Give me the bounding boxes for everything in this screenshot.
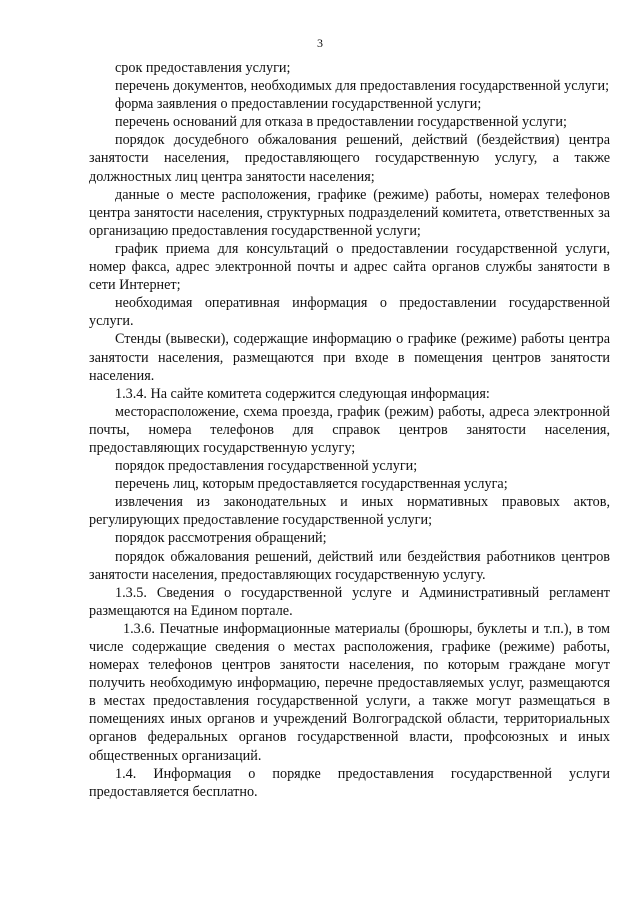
section-paragraph: 1.3.6. Печатные информационные материалы (брошюры, буклеты и т.п.), в том числе содержащие сведения о местах расположения, графике (режиме) работы, номерах телефонов центров занятости населения, по которым граждане могут получить необходимую информацию, перечне предоставляемых услуг, размещаются в местах предоставления государственной услуги, а также могут размещаться в помещениях иных органов и учреждений Волгоградской области, территориальных органов федеральных органов государственной власти, профсоюзных и иных общественных организаций. — [89, 620, 610, 764]
paragraph: перечень оснований для отказа в предоставлении государственной услуги; — [115, 114, 567, 131]
paragraph: Стенды (вывески), содержащие информацию о графике (режиме) работы центра занятости населения, размещаются при входе в помещения центров занятости населения. — [89, 331, 610, 384]
paragraph: срок предоставления услуги; — [115, 60, 291, 76]
paragraph: данные о месте расположения, графике (режиме) работы, номерах телефонов центра занятости населения, структурных подразделений комитета, ответственных за организацию предоставления государственной услуги; — [89, 186, 610, 239]
page-number: 3 — [317, 36, 323, 50]
paragraph: порядок досудебного обжалования решений, действий (бездействия) центра занятости населения, предоставляющего государственную услугу, а также должностных лиц центра занятости населения; — [89, 132, 610, 185]
paragraph: перечень лиц, которым предоставляется государственная услуга; — [115, 476, 508, 493]
paragraph: месторасположение, схема проезда, график (режим) работы, адреса электронной почты, номера телефонов для справок центров занятости населения, предоставляющих государственную услугу; — [89, 403, 610, 456]
paragraph: перечень документов, необходимых для предоставления государственной услуги; — [115, 78, 610, 95]
paragraph: извлечения из законодательных и иных нормативных правовых актов, регулирующих предоставление государственной услуги; — [89, 494, 610, 529]
section-paragraph: 1.3.5. Сведения о государственной услуге и Административный регламент размещаются на Едином портале. — [89, 584, 610, 619]
paragraph: необходимая оперативная информация о предоставлении государственной услуги. — [89, 295, 610, 330]
document-body — [89, 59, 610, 801]
paragraph: порядок обжалования решений, действий или бездействия работников центров занятости населения, предоставляющих государственную услугу. — [89, 548, 610, 583]
paragraph: порядок предоставления государственной услуги; — [115, 458, 418, 475]
paragraph: порядок рассмотрения обращений; — [115, 530, 327, 547]
section-paragraph: 1.3.4. На сайте комитета содержится следующая информация: — [115, 385, 490, 402]
paragraph: график приема для консультаций о предоставлении государственной услуги, номер факса, адрес электронной почты и адрес сайта органов службы занятости в сети Интернет; — [89, 240, 610, 294]
paragraph: форма заявления о предоставлении государственной услуги; — [115, 96, 482, 113]
section-paragraph: 1.4. Информация о порядке предоставления государственной услуги предоставляется бесплатно. — [89, 765, 610, 800]
